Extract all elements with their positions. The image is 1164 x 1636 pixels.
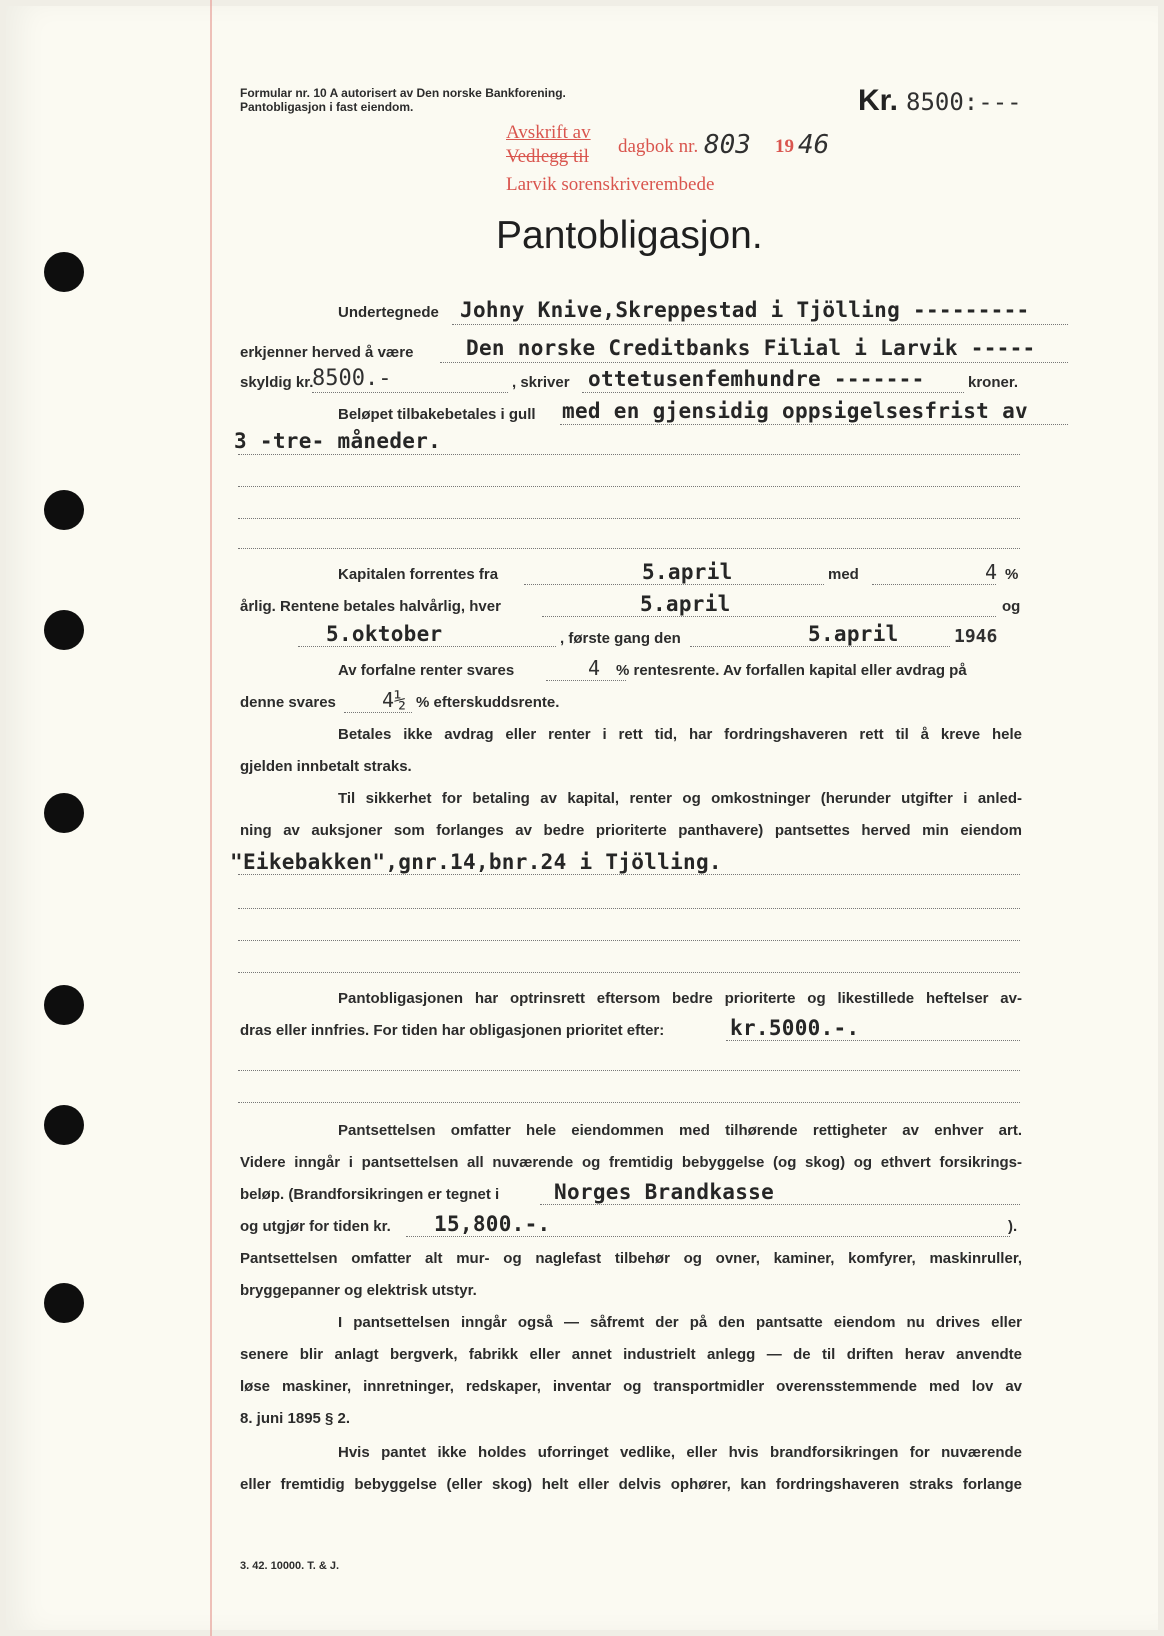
coverage-line8: senere blir anlagt bergverk, fabrikk eller annet industrielt anlegg — de til driften herav anvendte — [240, 1346, 1022, 1363]
fill-line — [238, 486, 1020, 487]
close-paren: ). — [1008, 1218, 1018, 1235]
priority-clause-line2: dras eller innfries. For tiden har obligasjonen prioritet efter: — [240, 1022, 665, 1039]
fill-line — [406, 1236, 1010, 1237]
fill-line — [560, 424, 1068, 425]
punch-hole — [44, 610, 84, 650]
coverage-line5: Pantsettelsen omfatter alt mur- og naglefast tilbehør og ovner, kaminer, komfyrer, maskinruller, — [240, 1250, 1022, 1267]
fill-line — [582, 392, 964, 393]
stamp-avskrift: Avskrift av — [506, 122, 591, 143]
priority-clause-line1: Pantobligasjonen har optrinsrett eftersom bedre prioriterte og likestillede heftelser av- — [338, 990, 1022, 1007]
stamp-dagbok-label: dagbok nr. — [618, 136, 699, 157]
fill-line — [238, 1102, 1020, 1103]
form-number-line: Formular nr. 10 A autorisert av Den norske Bankforening. — [240, 86, 566, 100]
coverage-line9: løse maskiner, innretninger, redskaper, inventar og transportmidler overensstemmende med lov av — [240, 1378, 1022, 1395]
punch-hole — [44, 985, 84, 1025]
first-payment-date: 5.april — [808, 622, 899, 646]
fill-line — [238, 972, 1020, 973]
repayment-terms-line2: 3 -tre- måneder. — [234, 429, 442, 453]
fill-line — [238, 940, 1020, 941]
coverage-line2: Videre inngår i pantsettelsen all nuværende og fremtidig bebyggelse (og skog) og ethvert forsikrings- — [240, 1154, 1022, 1171]
fill-line — [238, 908, 1020, 909]
print-code: 3. 42. 10000. T. & J. — [240, 1560, 340, 1572]
fill-line — [238, 548, 1020, 549]
punch-hole — [44, 793, 84, 833]
fill-line — [872, 584, 996, 585]
red-margin-line — [210, 0, 212, 1636]
prior-encumbrance: kr.5000.-. — [730, 1016, 860, 1040]
rentesrente-label: % rentesrente. Av forfallen kapital eller avdrag på — [616, 662, 967, 679]
fill-line — [238, 454, 1020, 455]
form-subtitle-line: Pantobligasjon i fast eiendom. — [240, 100, 414, 114]
debt-amount: 8500.- — [312, 366, 392, 391]
percent-sign: % — [1005, 566, 1019, 583]
fill-line — [440, 362, 1068, 363]
og-label: og — [1002, 598, 1021, 615]
stamp-office: Larvik sorenskriverembede — [506, 174, 715, 195]
insured-amount-label: og utgjør for tiden kr. — [240, 1218, 391, 1235]
fill-line — [238, 874, 1020, 875]
punch-hole — [44, 1105, 84, 1145]
med-label: med — [828, 566, 859, 583]
page-title: Pantobligasjon. — [496, 214, 763, 257]
coverage-line12: eller fremtidig bebyggelse (eller skog) helt eller delvis ophører, kan fordringshaveren straks forlange — [240, 1476, 1022, 1493]
coverage-line7: I pantsettelsen inngår også — såfremt der på den pantsatte eiendom nu drives eller — [338, 1314, 1022, 1331]
aarlig-label: årlig. Rentene betales halvårlig, hver — [240, 598, 501, 615]
interest-start-date: 5.april — [642, 560, 733, 584]
overdue-interest-rate: 4 — [588, 656, 601, 680]
skriver-label: , skriver — [512, 374, 570, 391]
forfalne-label: Av forfalne renter svares — [338, 662, 515, 679]
punch-hole — [44, 252, 84, 292]
erkjenner-label: erkjenner herved å være — [240, 344, 414, 361]
debtor-name: Johny Knive,Skreppestad i Tjölling --------- — [460, 298, 1030, 322]
interest-rate: 4 — [985, 560, 998, 584]
fill-line — [298, 646, 556, 647]
fill-line — [238, 1070, 1020, 1071]
coverage-line11: Hvis pantet ikke holdes uforringet vedlike, eller hvis brandforsikringen for nuværende — [338, 1444, 1022, 1461]
amount-in-words: ottetusenfemhundre ------- — [588, 367, 925, 391]
forste-gang-label: , første gang den — [560, 630, 681, 647]
skyldig-label: skyldig kr. — [240, 374, 314, 391]
creditor-name: Den norske Creditbanks Filial i Larvik ----- — [466, 336, 1036, 360]
forrentes-label: Kapitalen forrentes fra — [338, 566, 499, 583]
fill-line — [312, 392, 508, 393]
fill-line — [452, 324, 1068, 325]
stamp-year-prefix: 19 — [775, 136, 794, 157]
denne-svares-label: denne svares — [240, 694, 336, 711]
payment-date-1: 5.april — [640, 592, 731, 616]
property-description: "Eikebakken",gnr.14,bnr.24 i Tjölling. — [230, 850, 722, 874]
coverage-line1: Pantsettelsen omfatter hele eiendommen med tilhørende rettigheter av enhver art. — [338, 1122, 1022, 1139]
default-clause-line2: gjelden innbetalt straks. — [240, 758, 412, 775]
security-clause-line2: ning av auksjoner som forlanges av bedre prioriterte panthavere) pantsettes herved min eiendom — [240, 822, 1022, 839]
arrears-interest-rate: 4½ — [382, 688, 407, 712]
coverage-line10: 8. juni 1895 § 2. — [240, 1410, 351, 1427]
stamp-year-suffix: 46 — [798, 130, 830, 160]
fill-line — [726, 1040, 1020, 1041]
fill-line — [344, 712, 412, 713]
coverage-line6: bryggepanner og elektrisk utstyr. — [240, 1282, 477, 1299]
insurer-name: Norges Brandkasse — [554, 1180, 775, 1204]
insured-amount: 15,800.-. — [434, 1212, 551, 1236]
punch-hole — [44, 490, 84, 530]
punch-hole — [44, 1283, 84, 1323]
stamp-dagbok-number: 803 — [704, 130, 751, 160]
amount-value: 8500:--- — [906, 88, 1022, 116]
default-clause-line1: Betales ikke avdrag eller renter i rett tid, har fordringshaveren rett til å kreve hele — [338, 726, 1022, 743]
fill-line — [540, 1204, 1020, 1205]
fill-line — [238, 518, 1020, 519]
fill-line — [690, 646, 950, 647]
security-clause-line1: Til sikkerhet for betaling av kapital, renter og omkostninger (herunder utgifter i anled- — [338, 790, 1022, 807]
undertegnede-label: Undertegnede — [338, 304, 439, 321]
stamp-vedlegg: Vedlegg til — [506, 146, 589, 167]
fill-line — [546, 680, 626, 681]
first-payment-year: 1946 — [954, 626, 998, 647]
kroner-label: kroner. — [968, 374, 1019, 391]
fill-line — [524, 584, 824, 585]
fill-line — [542, 616, 996, 617]
repayment-label: Beløpet tilbakebetales i gull — [338, 406, 536, 423]
payment-date-2: 5.oktober — [326, 622, 443, 646]
insurance-label: beløp. (Brandforsikringen er tegnet i — [240, 1186, 500, 1203]
repayment-terms-line1: med en gjensidig oppsigelsesfrist av — [562, 399, 1028, 423]
amount-label: Kr. — [858, 84, 899, 117]
efterskudd-label: % efterskuddsrente. — [416, 694, 560, 711]
